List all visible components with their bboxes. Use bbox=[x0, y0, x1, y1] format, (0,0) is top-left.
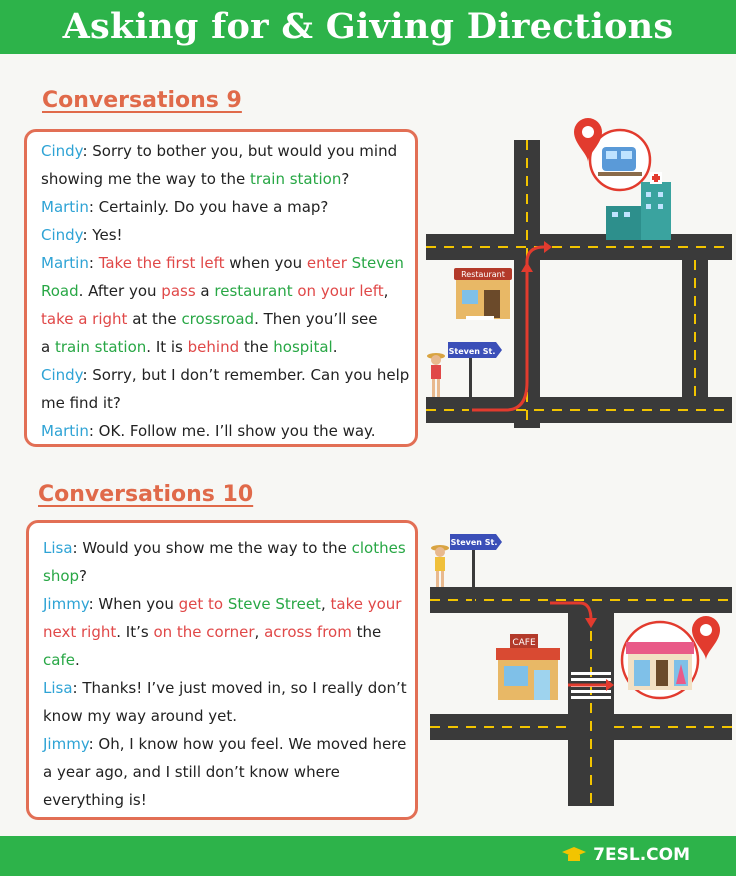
dialogue-text: enter bbox=[306, 254, 347, 272]
dialogue-line bbox=[41, 254, 404, 272]
conversation-10-title: Conversations 10 bbox=[38, 482, 254, 507]
girl-icon bbox=[427, 353, 445, 397]
dialogue-text: : Certainly. Do you have a map? bbox=[88, 198, 329, 216]
dialogue-text: behind bbox=[187, 338, 240, 356]
map-conversation-9 bbox=[426, 112, 732, 428]
dialogue-text: when you bbox=[224, 254, 307, 272]
dialogue-line bbox=[43, 707, 237, 725]
dialogue-text: Take the first left bbox=[98, 254, 225, 272]
conversation-9-box bbox=[24, 129, 418, 447]
dialogue-text: , bbox=[254, 623, 265, 641]
dialogue-line bbox=[41, 170, 349, 188]
dialogue-text: . It’s bbox=[116, 623, 154, 641]
dialogue-text: . bbox=[74, 651, 80, 669]
dialogue-text: the bbox=[239, 338, 274, 356]
map-conversation-10 bbox=[430, 530, 732, 806]
dialogue-line bbox=[43, 623, 381, 641]
dialogue-text: at the bbox=[127, 310, 182, 328]
speaker-name: Cindy bbox=[41, 366, 83, 384]
footer-banner bbox=[0, 836, 736, 876]
cafe-sign: CAFE bbox=[512, 638, 536, 648]
dialogue-text: restaurant bbox=[214, 282, 293, 300]
speaker-name: Martin bbox=[41, 422, 89, 440]
header-banner bbox=[0, 0, 736, 54]
dialogue-text: the bbox=[351, 623, 382, 641]
dialogue-line bbox=[43, 539, 406, 557]
dialogue-line bbox=[41, 422, 376, 440]
dialogue-text: on your left bbox=[297, 282, 384, 300]
street-sign-label: Steven St. bbox=[450, 538, 498, 547]
dialogue-text: take a right bbox=[41, 310, 128, 328]
girl-icon bbox=[431, 545, 449, 587]
speaker-name: Cindy bbox=[41, 226, 83, 244]
dialogue-text: : OK. Follow me. I’ll show you the way. bbox=[88, 422, 376, 440]
roads bbox=[430, 587, 732, 806]
dialogue-text: a year ago, and I still don’t know where bbox=[43, 763, 340, 781]
dialogue-text: , bbox=[320, 595, 331, 613]
dialogue-text: across from bbox=[264, 623, 352, 641]
dialogue-text: train station bbox=[250, 170, 342, 188]
dialogue-text: train station bbox=[54, 338, 147, 356]
dialogue-text: cafe bbox=[43, 651, 75, 669]
dialogue-text: : Yes! bbox=[82, 226, 123, 244]
dialogue-text: know my way around yet. bbox=[43, 707, 238, 725]
dialogue-line bbox=[43, 567, 87, 585]
dialogue-text: Steven bbox=[351, 254, 404, 272]
dialogue-text: crossroad bbox=[181, 310, 255, 328]
dialogue-line bbox=[43, 735, 406, 753]
page-title: Asking for & Giving Directions bbox=[62, 6, 674, 47]
dialogue-text: shop bbox=[43, 567, 80, 585]
dialogue-line bbox=[41, 226, 123, 244]
dialogue-line bbox=[41, 310, 377, 328]
dialogue-text: : When you bbox=[88, 595, 179, 613]
conversation-10-box bbox=[26, 520, 418, 820]
dialogue-text: me find it? bbox=[41, 394, 121, 412]
cafe-icon bbox=[496, 634, 560, 700]
conversation-9-title: Conversations 9 bbox=[42, 88, 242, 113]
dialogue-line bbox=[43, 595, 401, 613]
dialogue-text: . After you bbox=[78, 282, 162, 300]
graduation-cap-icon bbox=[561, 846, 587, 864]
dialogue-text: everything is! bbox=[43, 791, 147, 809]
dialogue-line bbox=[43, 679, 407, 697]
dialogue-text: get to bbox=[178, 595, 224, 613]
speaker-name: Martin bbox=[41, 254, 89, 272]
speaker-name: Jimmy bbox=[43, 735, 89, 753]
dialogue-line bbox=[41, 198, 328, 216]
restaurant-icon bbox=[454, 268, 512, 320]
speaker-name: Lisa bbox=[43, 539, 73, 557]
dialogue-text: Steve Street bbox=[227, 595, 321, 613]
dialogue-line bbox=[41, 366, 409, 384]
dialogue-text: take your bbox=[330, 595, 402, 613]
dialogue-text: ? bbox=[341, 170, 350, 188]
dialogue-text: , bbox=[383, 282, 389, 300]
dialogue-text: showing me the way to the bbox=[41, 170, 251, 188]
restaurant-sign: Restaurant bbox=[461, 270, 505, 279]
dialogue-line bbox=[43, 791, 147, 809]
brand-name: 7ESL.COM bbox=[593, 845, 690, 865]
dialogue-text: hospital bbox=[273, 338, 333, 356]
dialogue-line bbox=[41, 142, 397, 160]
clothes-shop-icon bbox=[622, 622, 698, 698]
speaker-name: Jimmy bbox=[43, 595, 89, 613]
dialogue-line bbox=[43, 763, 340, 781]
brand-logo bbox=[561, 845, 690, 865]
dialogue-text: : bbox=[88, 254, 99, 272]
dialogue-text: pass bbox=[161, 282, 196, 300]
dialogue-text: . Then you’ll see bbox=[254, 310, 378, 328]
dialogue-text: . bbox=[332, 338, 338, 356]
dialogue-text: . It is bbox=[146, 338, 188, 356]
dialogue-text: : Would you show me the way to the bbox=[72, 539, 352, 557]
dialogue-text: : Sorry, but I don’t remember. Can you help bbox=[82, 366, 410, 384]
dialogue-text: : Thanks! I’ve just moved in, so I really don’t bbox=[72, 679, 407, 697]
dialogue-text: a bbox=[195, 282, 215, 300]
dialogue-text: : Oh, I know how you feel. We moved here bbox=[88, 735, 407, 753]
speaker-name: Lisa bbox=[43, 679, 73, 697]
dialogue-text: Road bbox=[41, 282, 79, 300]
dialogue-text: ? bbox=[79, 567, 87, 585]
speaker-name: Cindy bbox=[41, 142, 83, 160]
dialogue-text: next right bbox=[43, 623, 117, 641]
dialogue-line bbox=[41, 394, 121, 412]
dialogue-line bbox=[43, 651, 80, 669]
dialogue-text: : Sorry to bother you, but would you mind bbox=[82, 142, 398, 160]
speaker-name: Martin bbox=[41, 198, 89, 216]
dialogue-text: on the corner bbox=[153, 623, 255, 641]
dialogue-line bbox=[41, 338, 337, 356]
dialogue-text: clothes bbox=[351, 539, 406, 557]
dialogue-line bbox=[41, 282, 388, 300]
street-sign-label: Steven St. bbox=[448, 347, 496, 356]
dialogue-text: a bbox=[41, 338, 55, 356]
